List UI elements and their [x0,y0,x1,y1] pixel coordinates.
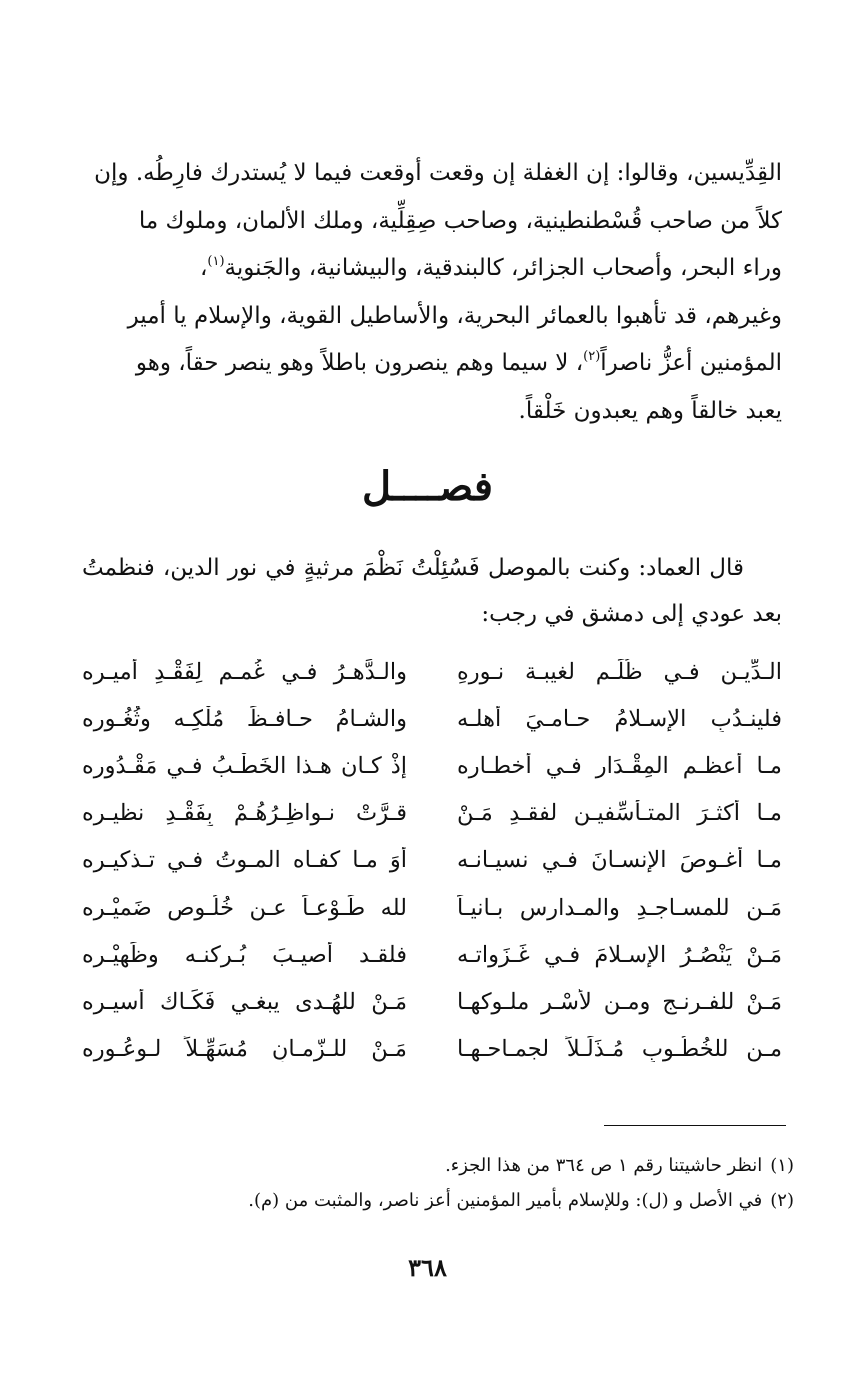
first-hemistich: فلينـدُبِ الإسـلامُ حـامـيَ أهلـه [457,705,782,732]
poem-verse [82,978,782,1025]
text-line [82,245,782,293]
second-hemistich: مَـنْ للهُـدى يبغـي فَكَـاك أسيـرِه [82,988,407,1015]
intro-line-1: قال العماد: وكنت بالموصل فَسُئِلْتُ نَظْمَ مرثيةٍ في نور الدين، فنظمتُ [82,555,744,581]
text-line-3-end: ، [199,255,208,281]
text-line [82,150,782,198]
text-line [82,198,782,246]
first-hemistich: مَـنْ للفـرنـج ومـن لأسْـرِ ملـوكهـا [457,988,782,1015]
footnote-text: انظر حاشيتنا رقم ١ ص ٣٦٤ من هذا الجزء. [445,1155,763,1176]
second-hemistich: أوَ مـا كفـاه المـوتُ فـي تـذكيـرِه [82,847,407,874]
first-hemistich: مـن للخُطُـوبِ مُـذَلِّـلاً لجمـاحـهـا [457,1036,782,1063]
first-hemistich: مـا أعظـم المِقْـدَار فـي أخطـاره [457,752,782,779]
section-heading: فصــــل [362,463,493,510]
text-line-3: وراء البحر، وأصحاب الجزائر، كالبندقية، والبيشانية، والجَنوية [224,255,782,281]
poem-verse [82,837,782,884]
footnote-divider [604,1125,786,1126]
first-hemistich: مـا أكثـرَ المتـأسِّفيـن لفقـدِ مَـنْ [457,800,782,827]
text-line-2: كلاً من صاحب قُسْطنطينية، وصاحب صِقِلِّية، وملك الألمان، وملوك ما [138,207,782,234]
footnote-number: (١) [770,1155,794,1176]
poem-verse [82,1026,782,1073]
second-hemistich: قـرَّتْ نـواظِـرُهُـمْ بِفَقْـدِ نظيـرِه [82,800,407,827]
footnote [82,1148,794,1183]
text-line [82,388,782,436]
second-hemistich: لله طَـوْعـاً عـن خُلُـوص ضَميْـرِه [82,894,407,921]
text-line-1: القِدِّيسين، وقالوا: إن الغفلة إن وقعت أوقعت فيما لا يُستدرك فارِطُه. وإن [94,160,782,186]
first-hemistich: مَـنْ يَنْصُـرُ الإسـلامَ فـي غَـزَواتـه [457,941,782,968]
poem-verse [82,790,782,837]
intro-line-2: بعد عودي إلى دمشق في رجب: [481,601,782,627]
first-hemistich: الـدِّيـن فـي ظُلَـمٍ لغيبـة نـورِهِ [457,658,782,685]
second-hemistich: إذْ كـان هـذا الخَطْـبُ فـي مَقْـدُوره [82,752,407,779]
body-paragraph [82,150,782,435]
footnote-number: (٢) [770,1190,794,1211]
page-number: ٣٦٨ [408,1253,447,1282]
poem-verse [82,742,782,789]
poem-verse [82,931,782,978]
footnotes [82,1148,794,1218]
text-line [82,340,782,388]
text-line-5: المؤمنين أعزُّ ناصراً [600,350,782,376]
poem [82,648,782,1073]
poem-verse [82,648,782,695]
text-line [82,293,782,341]
poem-verse [82,695,782,742]
footnote-marker-1: (١) [207,254,225,269]
text-line-4: وغيرهم، قد تأهبوا بالعمائر البحرية، والأساطيل القوية، والإسلام يا أمير [127,302,782,329]
first-hemistich: مـا أغـوصَ الإنسـانَ فـي نسيـانـه [457,847,782,874]
text-line-6: يعبد خالقاً وهم يعبدون خَلْقاً. [518,397,782,424]
second-hemistich: والشـامُ حـافـظَ مُلْكِـه وثُغُـورِه [82,705,407,732]
intro-paragraph [82,545,782,637]
footnote [82,1183,794,1218]
poem-verse [82,884,782,931]
intro-text [82,545,782,637]
second-hemistich: فلقـد أُصيـبَ بُـركنـه وظَهِيْـرِه [82,941,407,968]
second-hemistich: مَـنْ للـزّمـانِ مُسَهِّـلاً لـوعُـوره [82,1036,407,1063]
first-hemistich: مَـن للمسـاجـدِ والمـدارس بـانيـاً [457,894,782,921]
text-line-5-rest: ، لا سيما وهم ينصرون باطلاً وهو ينصر حقاً، وهو [135,350,584,376]
footnote-text: في الأصل و (ل): وللإسلام بأمير المؤمنين أعز ناصر، والمثبت من (م). [248,1190,763,1211]
second-hemistich: والـدَّهـرُ فـي غُمـمٍ لِفَقْـدِ أميـرِه [82,658,407,685]
footnote-marker-2: (٢) [583,349,601,364]
